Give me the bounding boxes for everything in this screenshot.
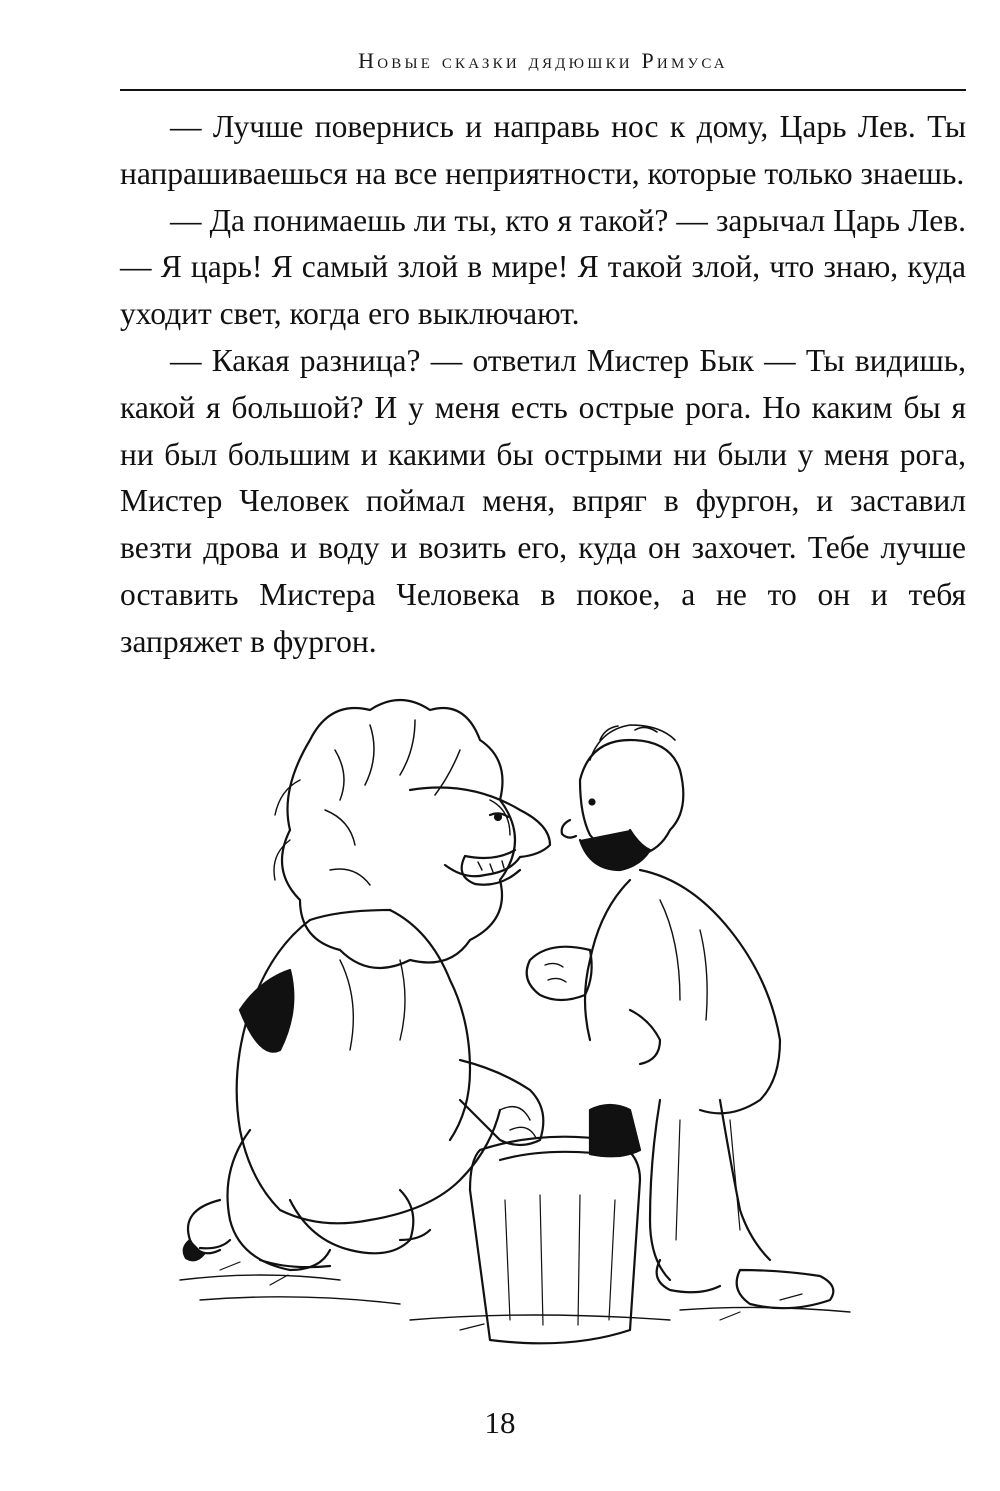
paragraph-3: — Какая разница? — ответил Мистер Бык — Ты видишь, какой я большой? И у меня есть острые рога. Но каким бы я ни был большим и какими бы острыми ни были у меня рога, Мистер Человек поймал меня, впряг в фургон, и заставил везти дрова и воду и возить его, куда он захочет. Тебе лучше оставить Мистера Человека в покое, а не то он и тебя запряжет в фургон. <box>120 342 966 659</box>
paragraph-2: — Да понимаешь ли ты, кто я такой? — зарычал Царь Лев. — Я царь! Я самый злой в мире! Я такой злой, что знаю, куда уходит свет, когда его выключают. <box>120 202 966 332</box>
running-header: Новые сказки дядюшки Римуса <box>358 48 728 73</box>
lion-and-man-ink-drawing-icon <box>160 680 880 1370</box>
body-text <box>120 104 966 666</box>
header-rule <box>120 89 966 91</box>
paragraph-1: — Лучше повернись и направь нос к дому, Царь Лев. Ты напрашиваешься на все неприятности, которые только знаешь. <box>120 109 966 191</box>
page-number: 18 <box>484 1405 516 1440</box>
